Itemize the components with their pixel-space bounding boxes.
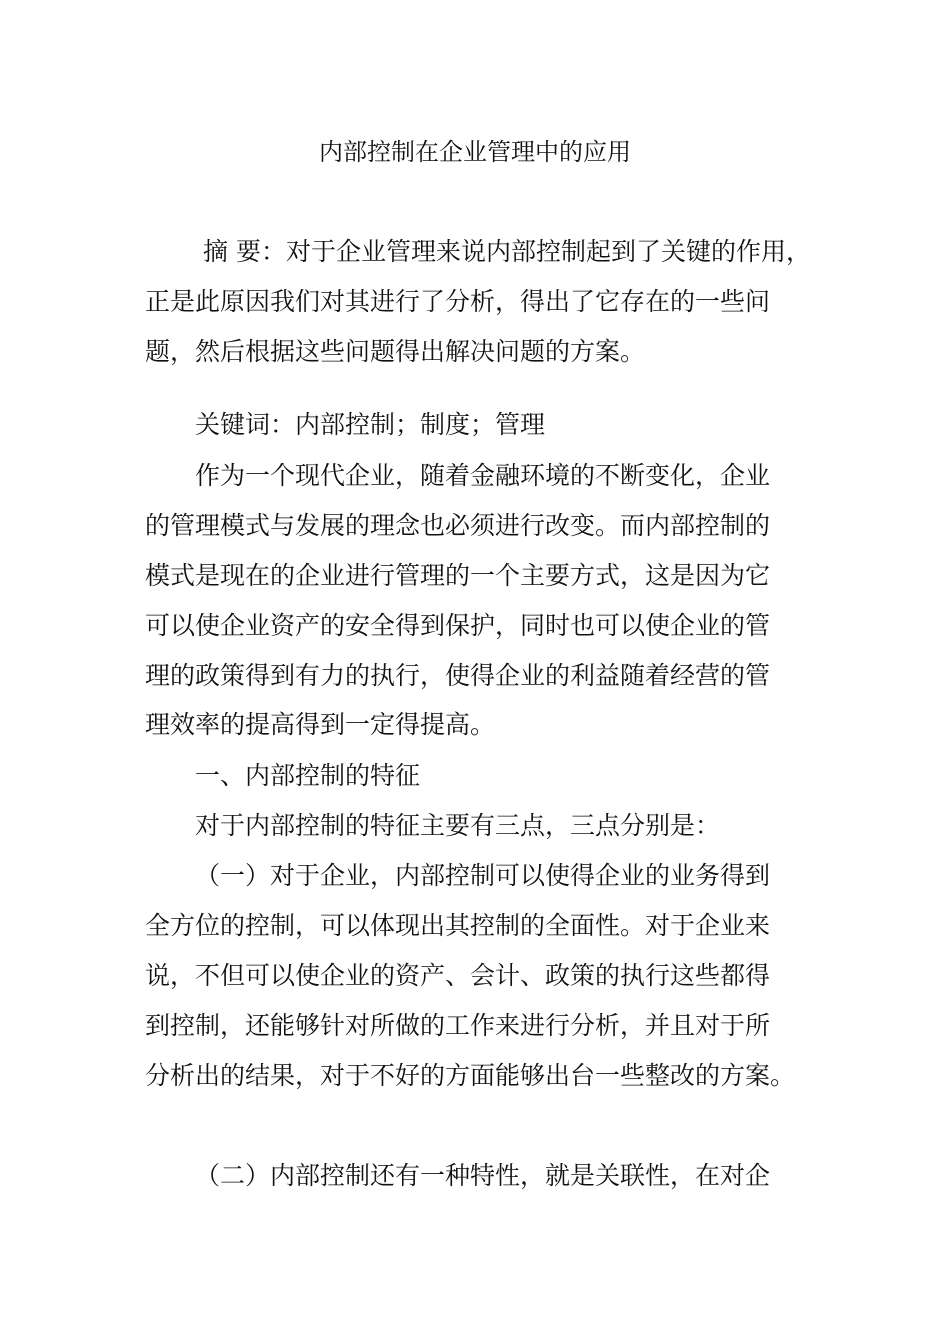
section-heading: 一、内部控制的特征: [195, 761, 421, 790]
keywords-line: 关键词：内部控制；制度；管理: [195, 410, 546, 439]
abstract-line-3: 题，然后根据这些问题得出解决问题的方案。: [145, 337, 646, 366]
paragraph-line-3: 模式是现在的企业进行管理的一个主要方式，这是因为它: [145, 561, 771, 590]
section-intro-line: 对于内部控制的特征主要有三点，三点分别是：: [195, 811, 721, 840]
paragraph-line-1: 作为一个现代企业，随着金融环境的不断变化，企业: [195, 461, 771, 490]
document-title: 内部控制在企业管理中的应用: [319, 138, 631, 166]
abstract-line-1: 摘 要：对于企业管理来说内部控制起到了关键的作用，: [203, 237, 811, 266]
abstract-line-2: 正是此原因我们对其进行了分析，得出了它存在的一些问: [145, 287, 771, 316]
point-one-line-5: 分析出的结果，对于不好的方面能够出台一些整改的方案。: [145, 1061, 796, 1090]
point-two-line-1: （二）内部控制还有一种特性，就是关联性，在对企: [195, 1161, 771, 1190]
point-one-line-2: 全方位的控制，可以体现出其控制的全面性。对于企业来: [145, 911, 771, 940]
point-one-line-1: （一）对于企业，内部控制可以使得企业的业务得到: [195, 861, 771, 890]
paragraph-line-2: 的管理模式与发展的理念也必须进行改变。而内部控制的: [145, 511, 771, 540]
paragraph-line-6: 理效率的提高得到一定得提高。: [145, 710, 496, 739]
point-one-line-4: 到控制，还能够针对所做的工作来进行分析，并且对于所: [145, 1011, 771, 1040]
paragraph-line-4: 可以使企业资产的安全得到保护，同时也可以使企业的管: [145, 611, 771, 640]
paragraph-line-5: 理的政策得到有力的执行，使得企业的利益随着经营的管: [145, 661, 771, 690]
point-one-line-3: 说，不但可以使企业的资产、会计、政策的执行这些都得: [145, 961, 771, 990]
